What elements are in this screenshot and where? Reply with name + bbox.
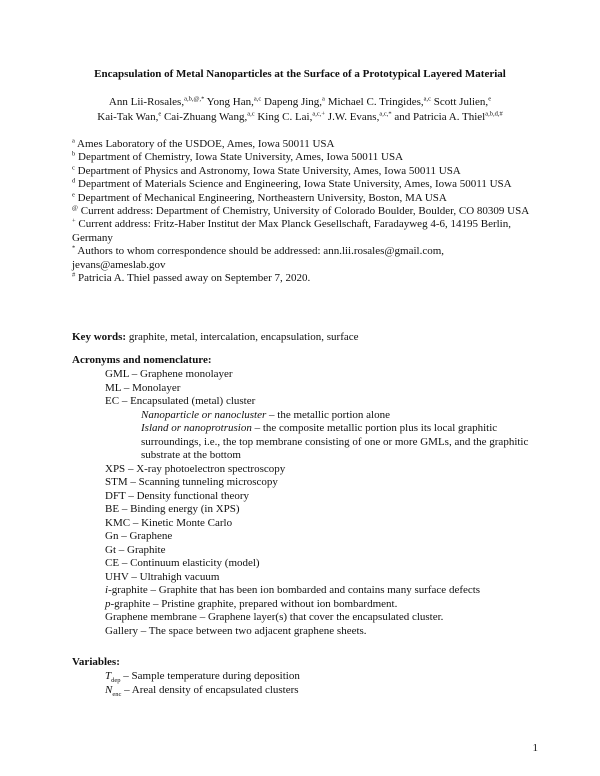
author-list: [56, 95, 544, 125]
author: Michael C. Tringides,$^{a,c}$: [324, 95, 432, 108]
affiliation: + Current address: Fritz-Haber Institut der Max Planck Gesellschaft, Faradayweg 4-6, 14195 Berlin, Germany: [72, 217, 511, 244]
acronym-item: UHV – Ultrahigh vacuum: [105, 570, 220, 583]
acronym-item: XPS – X-ray photoelectron spectroscopy: [105, 462, 286, 475]
acronyms-heading: Acronyms and nomenclature:: [72, 354, 212, 366]
variable-list: [105, 670, 300, 697]
affiliation: $^c$ Department of Physics and Astronomy, Iowa State University, Ames, Iowa 50011 USA: [72, 164, 461, 177]
affiliation: $^a$ Ames Laboratory of the USDOE, Ames, Iowa 50011 USA: [72, 137, 335, 150]
author: J.W. Evans,$^{a,c,*}$: [325, 110, 392, 123]
variable-item: $N_{enc}$ – Areal density of encapsulated clusters: [105, 683, 299, 698]
author: Cai-Zhuang Wang,$^{a,c}$: [161, 110, 255, 123]
author: King C. Lai,$^{a,c,+}$: [254, 110, 326, 123]
keywords-label: Key words:: [72, 331, 127, 343]
acronym-item: Graphene membrane – Graphene layer(s) that cover the encapsulated cluster.: [105, 611, 444, 623]
acronym-item: GML – Graphene monolayer: [105, 368, 233, 380]
affiliation: $^e$ Department of Mechanical Engineering, Northeastern University, Boston, MA USA: [72, 190, 447, 204]
affiliation: # Patricia A. Thiel passed away on September 7, 2020.: [72, 271, 311, 285]
affiliation: @ Current address: Department of Chemistry, University of Colorado Boulder, Boulder, CO 80309 USA: [72, 204, 530, 218]
acronym-item: p-graphite – Pristine graphite, prepared without ion bombardment.: [105, 597, 398, 610]
acronym-item: ML – Monolayer: [105, 381, 181, 394]
affiliation: $^b$ Department of Chemistry, Iowa State University, Ames, Iowa 50011 USA: [72, 150, 404, 164]
affiliation-list: [72, 138, 530, 285]
acronym-subitem: Island or nanoprotrusion – the composite metallic portion plus its local graphitic surroundings, i.e., the top membrane consisting of one or more GMLs, and the graphitic substrate at the bottom: [141, 422, 529, 461]
acronym-item: KMC – Kinetic Monte Carlo: [105, 516, 233, 529]
acronym-item: Gallery – The space between two adjacent graphene sheets.: [105, 624, 367, 637]
acronym-item: STM – Scanning tunneling microscopy: [105, 476, 278, 488]
keywords-text: graphite, metal, intercalation, encapsulation, surface: [126, 331, 359, 343]
author: Ann Lii-Rosales,$^{a,b,@,*}$: [108, 95, 205, 108]
variable-item: $T_{dep}$ – Sample temperature during deposition: [105, 670, 300, 685]
acronym-subitem: Nanoparticle or nanocluster – the metallic portion alone: [141, 408, 390, 421]
acronym-list: [105, 368, 535, 638]
affiliation: * Authors to whom correspondence should be addressed: ann.lii.rosales@gmail.com, jevans@ameslab.gov: [72, 244, 445, 271]
keywords: [72, 330, 530, 344]
author: Kai-Tak Wan,$^e$: [97, 110, 162, 123]
affiliation: $^d$ Department of Materials Science and Engineering, Iowa State University, Ames, Iowa 50011 USA: [72, 177, 512, 191]
acronym-item: BE – Binding energy (in XPS): [105, 503, 240, 515]
acronym-item: Gn – Graphene: [105, 530, 173, 542]
acronym-item: DFT – Density functional theory: [105, 489, 250, 502]
acronym-item: EC – Encapsulated (metal) cluster: [105, 395, 256, 407]
page-number: 1: [532, 742, 538, 754]
author: Yong Han,$^{a,c}$: [204, 95, 262, 108]
author-line-2: [56, 110, 544, 125]
author: and Patricia A. Thiel$^{a,b,d,\#}$: [391, 110, 503, 123]
author-line-1: [56, 95, 544, 110]
acronym-item: i-graphite – Graphite that has been ion bombarded and contains many surface defects: [105, 584, 481, 596]
paper-title: Encapsulation of Metal Nanoparticles at the Surface of a Prototypical Layered Material: [94, 68, 506, 80]
author: Scott Julien,$^e$: [431, 95, 492, 108]
author: Dapeng Jing,$^a$: [261, 95, 325, 108]
variables-heading: Variables:: [72, 656, 120, 668]
acronym-item: CE – Continuum elasticity (model): [105, 557, 260, 569]
acronym-item: Gt – Graphite: [105, 543, 166, 556]
